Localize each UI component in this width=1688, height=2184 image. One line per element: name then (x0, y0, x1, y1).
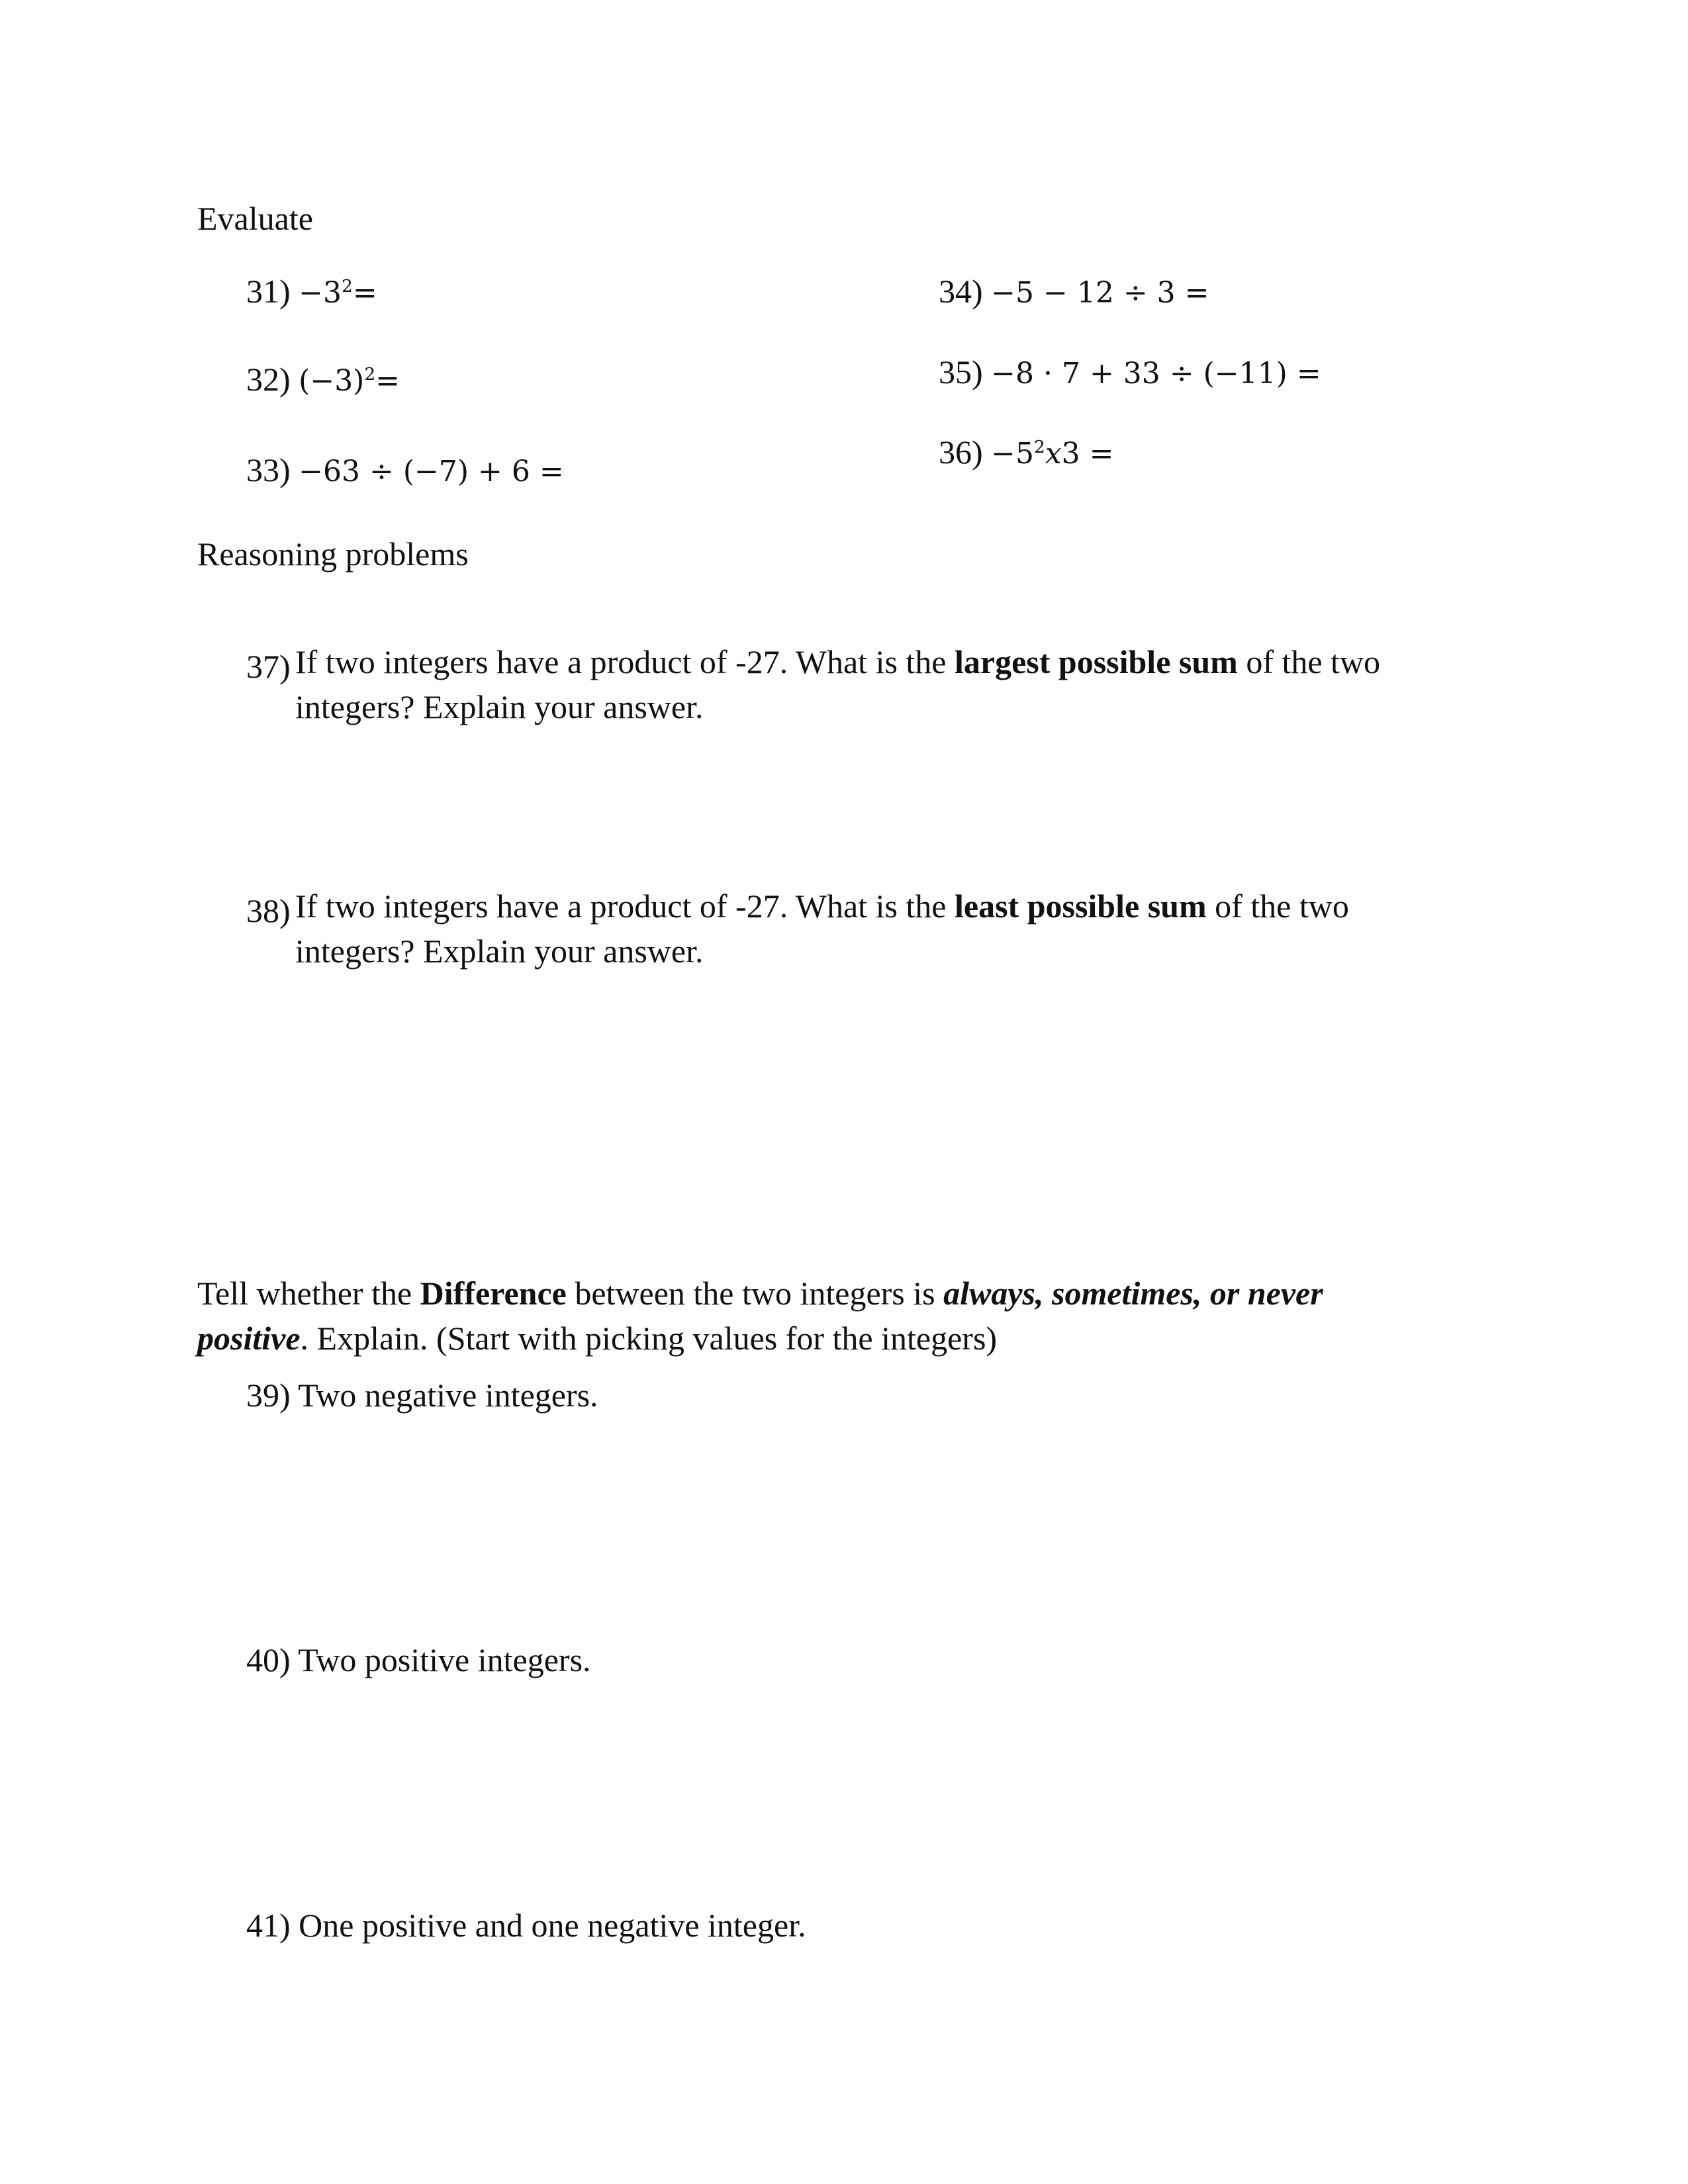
problem-number: 35) (939, 353, 983, 390)
section-heading-reasoning: Reasoning problems (197, 535, 469, 572)
problem-number: 36) (939, 433, 983, 471)
problem-35 (939, 355, 1321, 388)
problem-number: 32) (246, 361, 291, 398)
problem-text: One positive and one negative integer. (299, 1907, 806, 1944)
problem-text: Two positive integers. (298, 1641, 591, 1678)
emphasis: largest possible sum (955, 643, 1238, 680)
problem-33 (246, 453, 564, 486)
problem-text: If two integers have a product of -27. What is the largest possible sum of the two integers? Explain your answer. (295, 643, 1381, 725)
section-heading-evaluate: Evaluate (197, 200, 313, 237)
math-expression: $-3^2=$ (299, 276, 377, 310)
math-expression: −63 ÷ (−7) + 6 = (299, 455, 564, 488)
problem-number: 33) (246, 451, 291, 488)
problem-text: If two integers have a product of -27. What is the least possible sum of the two integers? Explain your answer. (295, 887, 1349, 970)
problem-number: 40) (246, 1641, 291, 1678)
math-expression: $-5^2x3$ = (991, 437, 1114, 471)
problem-number: 39) (246, 1377, 291, 1414)
math-expression: $(-3)^2=$ (299, 364, 400, 398)
problem-39 (246, 1379, 598, 1412)
problem-41 (246, 1909, 806, 1942)
problem-34 (939, 275, 1209, 308)
math-expression: −5 − 12 ÷ 3 = (991, 276, 1209, 310)
section-heading-difference: Tell whether the Difference between the two integers is always, sometimes, or never positive. Explain. (Start with picking values for the integers) (197, 1275, 1323, 1357)
problem-36 (939, 435, 1114, 469)
problem-32 (246, 363, 400, 396)
problem-number: 34) (939, 273, 983, 310)
math-expression: −8 · 7 + 33 ÷ (−11) = (991, 357, 1321, 390)
problem-number: 38) (246, 892, 291, 929)
problem-text: Two negative integers. (298, 1377, 598, 1414)
problem-number: 31) (246, 273, 291, 310)
problem-number: 41) (246, 1907, 291, 1944)
problem-40 (246, 1643, 591, 1676)
problem-31 (246, 275, 377, 308)
emphasis: least possible sum (955, 887, 1207, 925)
problem-number: 37) (246, 648, 291, 685)
